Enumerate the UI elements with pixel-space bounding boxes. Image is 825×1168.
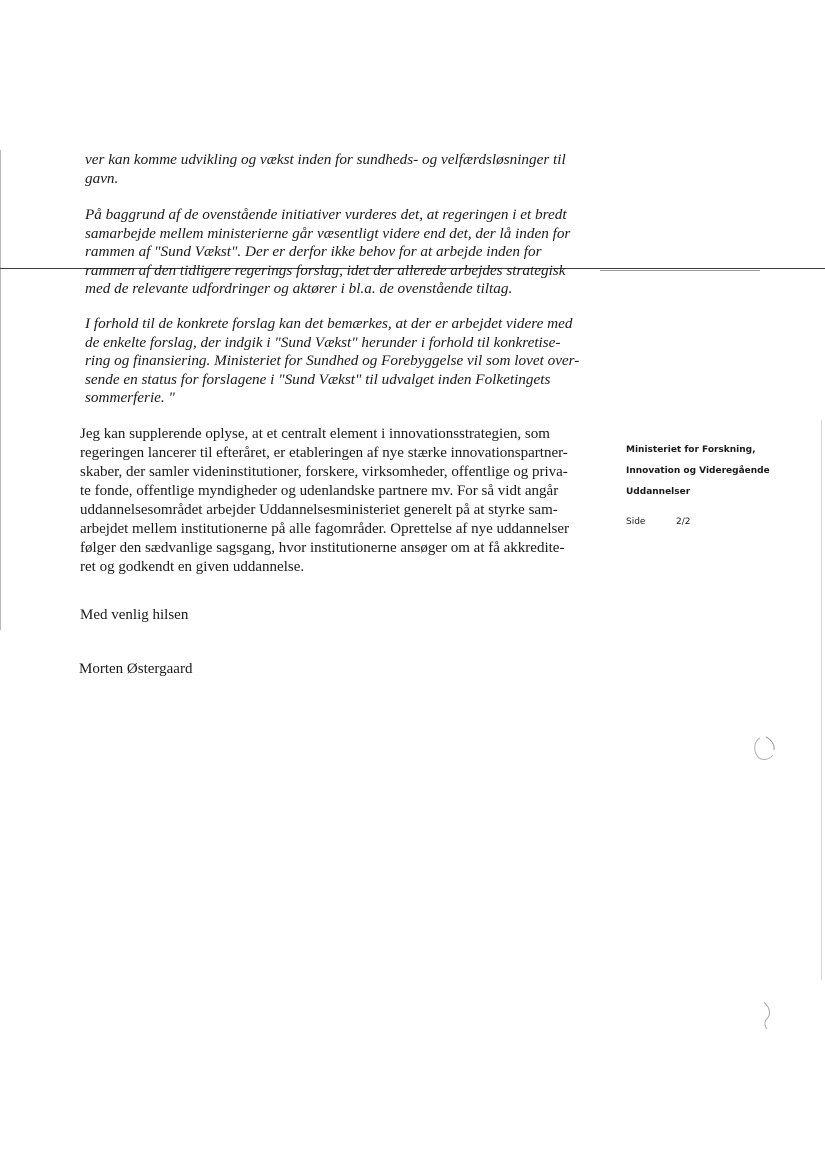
- text-line: skaber, der samler videninstitutioner, forskere, virksomheder, offentlige og priva-: [80, 464, 568, 480]
- sender-sidebar: [626, 440, 796, 527]
- ministry-name-line: Innovation og Videregående: [626, 466, 770, 476]
- letter-paragraph-2: [85, 206, 600, 299]
- text-line: de enkelte forslag, der indgik i "Sund Vækst" herunder i forhold til konkretise-: [85, 333, 561, 351]
- page-label: Side: [626, 517, 646, 527]
- text-line: regeringen lancerer til efteråret, er etableringen af nye stærke innovationspartner-: [80, 445, 568, 461]
- text-line: sende en status for forslagene i "Sund Vækst" til udvalget inden Folketingets: [85, 370, 551, 388]
- text-line: te fonde, offentlige myndigheder og udenlandske partnere mv. For så vidt angår: [80, 483, 559, 499]
- letter-closing: Med venlig hilsen: [80, 607, 189, 623]
- ministry-name-line: Ministeriet for Forskning,: [626, 445, 756, 455]
- punch-hole-mark: [752, 735, 776, 761]
- text-line: ret og godkendt en given uddannelse.: [80, 559, 305, 575]
- text-line: rammen af "Sund Vækst". Der er derfor ikke behov for at arbejde inden for: [85, 243, 542, 260]
- text-line: ver kan komme udvikling og vækst inden for sundheds- og velfærdsløsninger til: [85, 151, 566, 168]
- text-line: uddannelsesområdet arbejder Uddannelsesministeriet generelt på at styrke sam-: [80, 502, 558, 518]
- text-line: samarbejde mellem ministerierne går væsentligt videre end det, der lå inden for: [85, 224, 571, 242]
- page-indicator: [626, 517, 796, 527]
- text-line: ring og finansiering. Ministeriet for Sundhed og Forebyggelse vil som lovet over-: [85, 352, 580, 369]
- ministry-name-line: Uddannelser: [626, 487, 691, 497]
- text-line: Jeg kan supplerende oplyse, at et centralt element i innovationsstrategien, som: [80, 426, 550, 442]
- text-line: med de relevante udfordringer og aktører i bl.a. de ovenstående tiltag.: [85, 280, 513, 297]
- page-number: 2/2: [676, 517, 691, 527]
- text-line: I forhold til de konkrete forslag kan det bemærkes, at der er arbejdet videre med: [85, 315, 573, 332]
- letter-paragraph-3: [85, 315, 600, 408]
- letter-paragraph-4: [80, 425, 600, 577]
- letter-paragraph-1: [85, 151, 600, 188]
- text-line: På baggrund af de ovenstående initiativer vurderes det, at regeringen i et bredt: [85, 206, 567, 223]
- text-line: følger den sædvanlige sagsgang, hvor institutionerne ansøger om at få akkredite-: [80, 540, 565, 556]
- letter-signature: Morten Østergaard: [79, 661, 193, 677]
- text-line: arbejdet mellem institutionerne på alle fagområder. Oprettelse af nye uddannelser: [80, 521, 569, 537]
- text-line: gavn.: [85, 169, 119, 187]
- scan-scratch-mark: [760, 1000, 776, 1030]
- scan-edge-right: [821, 420, 822, 980]
- scan-edge-left: [0, 150, 1, 630]
- text-line: rammen af den tidligere regerings forslag, idet der allerede arbejdes strategisk: [85, 261, 566, 279]
- fold-line-shadow: [600, 270, 760, 271]
- text-line: sommerferie. ": [85, 389, 175, 406]
